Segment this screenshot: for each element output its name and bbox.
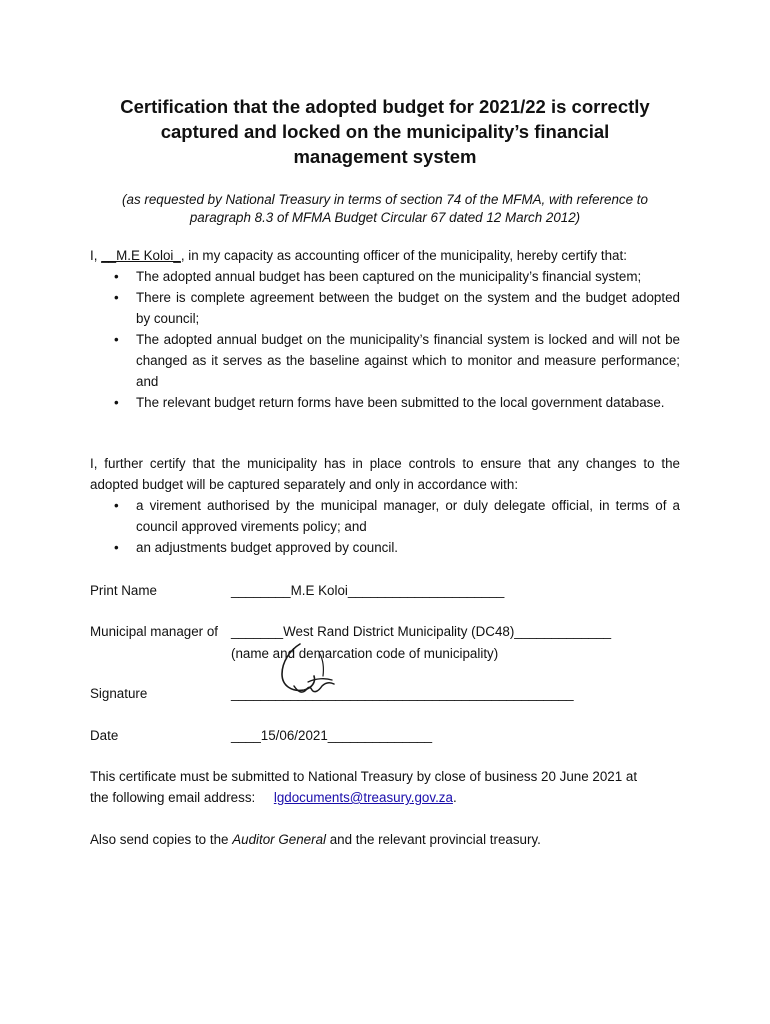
further-item-1: • a virement authorised by the municipal manager, or duly delegate official, in terms of a council approved virements policy; and — [90, 495, 680, 537]
intro-paragraph — [90, 245, 680, 266]
intro-prefix: I, — [90, 248, 98, 263]
copies-prefix: Also send copies to the — [90, 832, 229, 847]
handwritten-signature-icon — [268, 640, 358, 710]
document-title — [60, 94, 710, 169]
accounting-officer-name-field: __M.E Koloi_ — [101, 248, 181, 263]
municipal-manager-label: Municipal manager of — [90, 624, 219, 639]
print-name-label: Print Name — [90, 583, 157, 598]
municipality-name-field: _______West Rand District Municipality (DC48)_____________ — [231, 624, 612, 639]
submission-text: This certificate must be submitted to National Treasury by close of business 20 June 2021 at — [90, 769, 638, 784]
certify-item-4: • The relevant budget return forms have been submitted to the local government database. — [90, 392, 680, 413]
subtitle-line-1: (as requested by National Treasury in terms of section 74 of the MFMA, with reference to — [122, 192, 648, 207]
signature-field: ______________________________________________ — [231, 686, 574, 701]
certify-item-1: • The adopted annual budget has been captured on the municipality’s financial system; — [90, 266, 680, 287]
subtitle-line-2: paragraph 8.3 of MFMA Budget Circular 67 dated 12 March 2012) — [189, 210, 581, 225]
title-line-1: Certification that the adopted budget for 2021/22 is correctly — [120, 96, 650, 117]
treasury-email-link[interactable]: lgdocuments@treasury.gov.za — [273, 790, 453, 805]
title-line-3: management system — [293, 146, 477, 167]
date-field: ____15/06/2021______________ — [231, 728, 433, 743]
print-name-field: ________M.E Koloi_____________________ — [231, 583, 505, 598]
further-certify-paragraph: I, further certify that the municipality has in place controls to ensure that any changes to the adopted budget will be captured separately and only in accordance with: — [90, 456, 680, 492]
copies-suffix: and the relevant provincial treasury. — [329, 832, 541, 847]
further-list — [90, 495, 680, 558]
title-line-2: captured and locked on the municipality’s financial — [160, 121, 610, 142]
email-suffix: . — [452, 790, 457, 805]
copies-paragraph — [90, 829, 680, 850]
submission-paragraph — [90, 766, 680, 808]
municipality-hint: (name and demarcation code of municipality) — [231, 646, 499, 661]
auditor-general-text: Auditor General — [232, 832, 326, 847]
further-item-2: • an adjustments budget approved by council. — [90, 537, 680, 558]
certify-item-2: • There is complete agreement between the budget on the system and the budget adopted by council; — [90, 287, 680, 329]
certify-list — [90, 266, 680, 413]
signature-label: Signature — [90, 686, 148, 701]
certify-item-3: • The adopted annual budget on the municipality’s financial system is locked and will not be changed as it serves as the baseline against which to monitor and measure performance; and — [90, 329, 680, 392]
submission-text-2: the following email address: — [90, 790, 256, 805]
date-label: Date — [90, 728, 119, 743]
document-subtitle — [80, 191, 690, 227]
intro-suffix: , in my capacity as accounting officer of the municipality, hereby certify that: — [180, 248, 627, 263]
